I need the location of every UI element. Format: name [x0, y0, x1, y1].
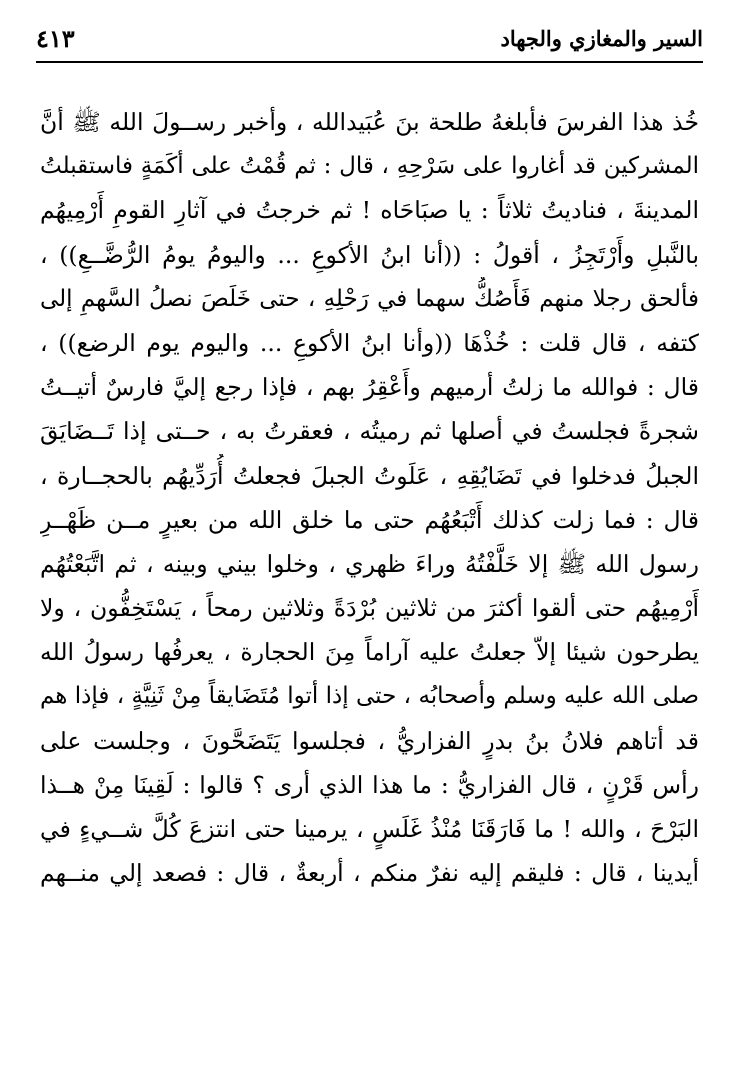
text-line: أيدينا ، قال : فليقم إليه نفرٌ منكم ، أربعةٌ ، قال : فصعد إلي منــهم	[40, 859, 699, 888]
text-line: قال : فوالله ما زلتُ أرميهم وأَعْقِرُ بهم ، فإذا رجع إليَّ فارسٌ أتيــتُ	[40, 373, 699, 402]
text-line: أَرْمِيهُم حتى ألقوا أكثرَ من ثلاثين بُرْدَةً وثلاثين رمحاً ، يَسْتَخِفُّون ، ولا	[40, 594, 699, 623]
body-text	[40, 100, 699, 895]
text-line: المدينةَ ، فناديتُ ثلاثاً : يا صبَاحَاه ! ثم خرجتُ في آثارِ القومِ أَرْمِيهُم	[40, 196, 699, 225]
text-line: البَرْحَ ، والله ! ما فَارَقَنَا مُنْذُ غَلَسٍ ، يرمينا حتى انتزعَ كُلَّ شــيءٍ في	[40, 815, 699, 843]
text-line: صلى الله عليه وسلم وأصحابُه ، حتى إذا أتوا مُتَضَايقاً مِنْ ثَنِيَّةٍ ، فإذا هم	[40, 683, 699, 710]
text-line: قال : فما زلت كذلك أَتْبَعُهُم حتى ما خلق الله من بعيرٍ مــن ظَهْــرِ	[40, 505, 699, 534]
text-line: قد أتاهم فلانُ بنُ بدرٍ الفزاريُّ ، فجلسوا يَتَضَحَّونَ ، وجلست على	[40, 726, 699, 755]
text-line: المشركين قد أغاروا على سَرْحِهِ ، قال : ثم قُمْتُ على أكَمَةٍ فاستقبلتُ	[40, 153, 699, 180]
text-line: بالنَّبلِ وأَرْتَجِزُ ، أقولُ : ((أنا ابنُ الأكوعِ ... واليومُ يومُ الرُّضَّــعِ)) ،	[40, 240, 699, 269]
text-line: خُذ هذا الفرسَ فأبلغهُ طلحة بنَ عُبَيدالله ، وأخبر رســولَ الله ﷺ أنَّ	[40, 108, 699, 136]
text-line: شجرةً فجلستُ في أصلها ثم رميتُه ، فعقرتُ به ، حــتى إذا تَــضَايَقَ	[40, 417, 699, 446]
header-rule	[36, 61, 703, 63]
text-line: كتفه ، قال قلت : خُذْهَا ((وأنا ابنُ الأكوعِ ... واليوم يوم الرضع)) ،	[40, 328, 699, 357]
text-line: الجبلُ فدخلوا في تَضَايُقِهِ ، عَلَوتُ الجبلَ فجعلتُ أُرَدِّيهُم بالحجــارة ،	[40, 461, 699, 490]
text-line: رأس قَرْنٍ ، قال الفزاريُّ : ما هذا الذي أرى ؟ قالوا : لَقِينَا مِنْ هــذا	[40, 770, 699, 799]
running-title: السير والمغازي والجهاد	[500, 26, 703, 51]
text-line: يطرحون شيئا إلاّ جعلتُ عليه آراماً مِنَ الحجارة ، يعرفُها رسولُ الله	[40, 638, 699, 667]
page-number: ٤١٣	[36, 24, 75, 53]
text-line: رسول الله ﷺ إلا خَلَّفْتُهُ وراءَ ظهري ، وخلوا بيني وبينه ، ثم اتَّبَعْتُهُم	[40, 549, 699, 578]
page-header	[36, 20, 703, 60]
text-line: فألحق رجلا منهم فَأَصُكُّ سهما في رَحْلِهِ ، حتى خَلَصَ نصلُ السَّهمِ إلى	[40, 285, 699, 312]
